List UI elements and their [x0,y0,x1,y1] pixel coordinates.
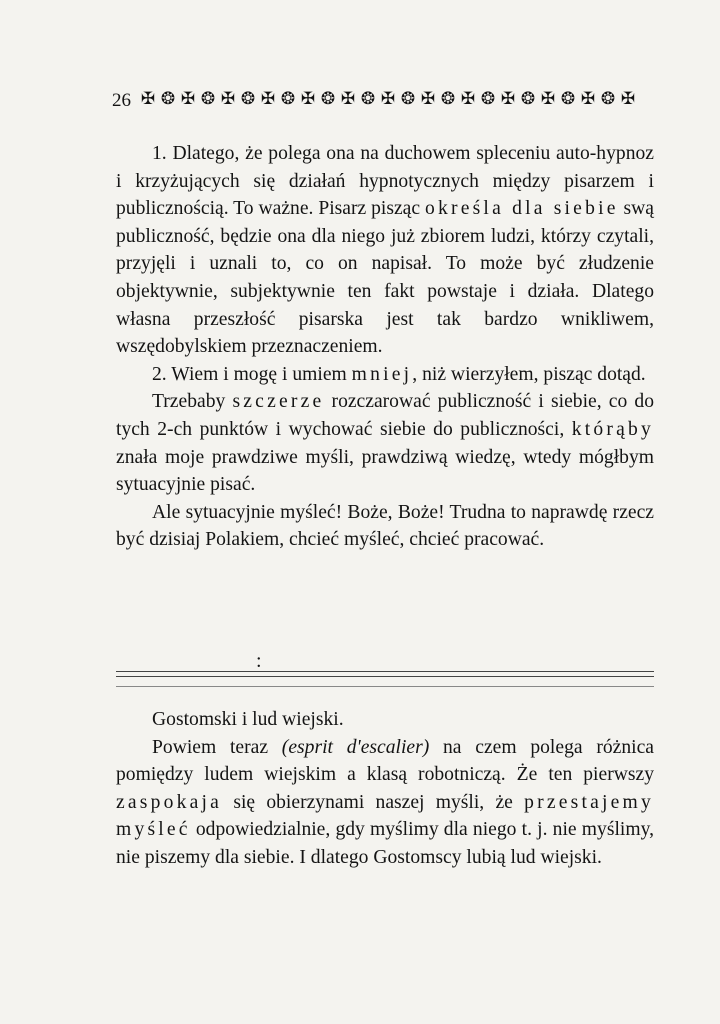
ornament-flower-icon: ❂ [320,88,336,108]
text-run: 2. Wiem i mogę i umiem [152,363,352,385]
page-header [112,86,652,116]
spaced-emphasis: mniej [351,363,413,385]
text-run: swą publiczność, będzie ona dla niego już zbiorem ludzi, którzy czytali, przyjęli i uznali to, co on napisał. To może być złudzenie objektywnie, subjektywnie ten fakt powstaje i działa. Dlatego własna przeszłość pisarska jest tak bardzo wnikliwem, wszędobylskiem przeznaczeniem. [116,198,655,358]
ornament-flower-icon: ❂ [520,88,536,108]
italic-phrase: (esprit d'escalier) [281,736,430,758]
text-run: znała moje prawdziwe myśli, prawdziwą wiedzę, wtedy mógłbym sytuacyjnie pisać. [116,446,654,496]
divider-rule [116,676,654,677]
ornament-flower-icon: ❂ [440,88,456,108]
paragraph-1 [116,140,654,361]
ornament-cross-icon: ✠ [340,88,356,108]
ornament-cross-icon: ✠ [620,88,636,108]
text-run: Powiem teraz [152,736,282,758]
section-title: Gostomski i lud wiejski. [152,709,344,730]
ornament-flower-icon: ❂ [360,88,376,108]
ornament-cross-icon: ✠ [180,88,196,108]
spaced-emphasis: zaspokaja [116,791,223,813]
spaced-emphasis: przestajemy myśleć [116,791,654,841]
text-run: Trzebaby [152,391,233,413]
ornament-cross-icon: ✠ [260,88,276,108]
ornament-flower-icon: ❂ [400,88,416,108]
ornament-cross-icon: ✠ [500,88,516,108]
paragraph-4: Ale sytuacyjnie myśleć! Boże, Boże! Trudna to naprawdę rzecz być dzisiaj Polakiem, chcieć myśleć, chcieć pracować. [116,501,654,551]
ornament-flower-icon: ❂ [600,88,616,108]
section-1-text [116,140,654,554]
ornament-flower-icon: ❂ [480,88,496,108]
ornament-flower-icon: ❂ [280,88,296,108]
ornament-flower-icon: ❂ [240,88,256,108]
separator-colon: : [256,650,262,672]
ornament-cross-icon: ✠ [540,88,556,108]
paragraph-5 [116,734,654,872]
spaced-emphasis: szczerze [232,391,325,413]
ornament-cross-icon: ✠ [460,88,476,108]
ornament-flower-icon: ❂ [160,88,176,108]
spaced-emphasis: określa dla siebie [424,198,619,220]
paragraph-3 [116,388,654,498]
text-run: 1. Dlatego, że polega ona na duchowem spleceniu auto-hypnoz i krzyżujących się działań hypnotycznych między pisarzem i publicznością. To ważne. Pisarz pisząc [116,143,654,220]
page-number: 26 [112,90,131,111]
paragraph-2 [116,361,654,389]
text-run: , niż wierzyłem, pisząc dotąd. [412,363,646,385]
section-2-text [116,706,654,872]
text-run: na czem polega różnica pomiędzy ludem wiejskim a klasą robotniczą. Że ten pierwszy [116,736,654,786]
ornament-cross-icon: ✠ [420,88,436,108]
ornament-flower-icon: ❂ [560,88,576,108]
ornament-cross-icon: ✠ [140,88,156,108]
spaced-emphasis: którąby [571,418,654,440]
text-run: odpowiedzialnie, gdy myślimy dla niego t. j. nie myślimy, nie piszemy dla siebie. I dlatego Gostomscy lubią lud wiejski. [116,819,654,868]
ornament-cross-icon: ✠ [580,88,596,108]
ornament-cross-icon: ✠ [220,88,236,108]
ornament-cross-icon: ✠ [300,88,316,108]
ornament-flower-icon: ❂ [200,88,216,108]
divider-rule [116,671,654,672]
ornamental-border [138,88,638,108]
ornament-cross-icon: ✠ [380,88,396,108]
text-run: rozczarować publiczność i siebie, co do tych 2-ch punktów i wychować siebie do publiczności, [116,391,655,440]
divider-rule [116,686,654,687]
text-run: się obierzynami naszej myśli, że [222,791,525,813]
